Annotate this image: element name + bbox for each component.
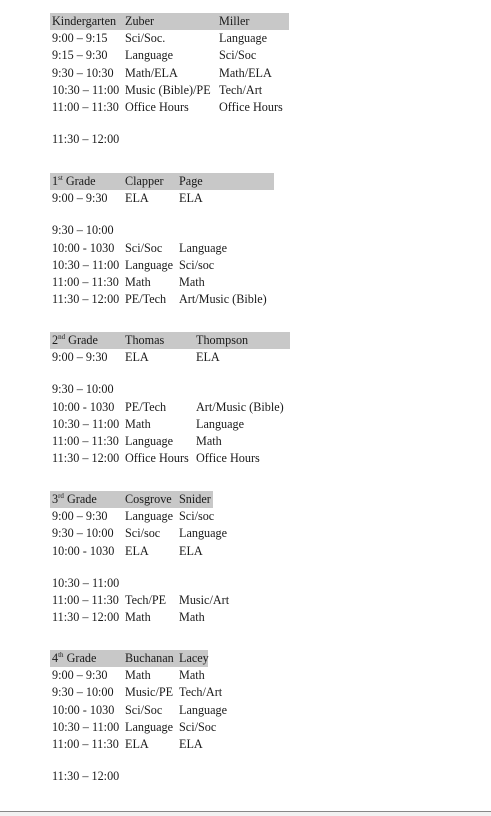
schedule-row bbox=[50, 450, 290, 467]
time-slot: 10:00 - 1030 bbox=[52, 240, 115, 255]
subject-cell: Math bbox=[125, 416, 151, 431]
subject-cell: ELA bbox=[125, 350, 149, 364]
subject-cell: Music (Bible)/PE bbox=[125, 82, 211, 97]
schedule-row bbox=[50, 575, 213, 592]
subject-cell: Sci/soc bbox=[179, 509, 215, 523]
time-slot: 10:30 – 11:00 bbox=[52, 416, 120, 431]
subject-cell: Language bbox=[125, 719, 174, 734]
subject-cell: Sci/soc bbox=[179, 257, 215, 272]
time-slot: 11:30 – 12:00 bbox=[52, 610, 120, 625]
subject-cell: ELA bbox=[125, 737, 149, 752]
subject-cell: Language bbox=[179, 240, 228, 255]
page-bottom-edge bbox=[0, 811, 491, 816]
subject-cell: Sci/Soc bbox=[179, 719, 217, 734]
subject-cell: Sci/soc bbox=[125, 526, 161, 541]
subject-cell: ELA bbox=[179, 543, 203, 558]
subject-cell: ELA bbox=[196, 350, 220, 364]
schedule-row bbox=[50, 99, 289, 116]
subject-cell: Sci/Soc. bbox=[125, 31, 166, 45]
schedule-row bbox=[50, 736, 208, 753]
subject-cell: Art/Music (Bible) bbox=[196, 399, 284, 414]
subject-cell: ELA bbox=[179, 191, 203, 205]
schedule-row bbox=[50, 65, 289, 82]
subject-cell: PE/Tech bbox=[125, 399, 167, 414]
schedule-row bbox=[50, 240, 274, 257]
time-slot: 11:30 – 12:00 bbox=[52, 769, 120, 784]
grade-label: 3rd Grade bbox=[52, 492, 97, 506]
subject-cell: Sci/Soc bbox=[219, 48, 257, 63]
subject-cell: Language bbox=[125, 257, 174, 272]
time-slot: 9:15 – 9:30 bbox=[52, 48, 108, 63]
teacher-name: Thomas bbox=[125, 333, 165, 347]
subject-cell: Math bbox=[179, 668, 205, 682]
subject-cell: Math bbox=[125, 275, 151, 290]
schedule-row bbox=[50, 47, 289, 64]
time-slot: 11:00 – 11:30 bbox=[52, 100, 119, 115]
subject-cell: Math bbox=[196, 434, 222, 449]
subject-cell: PE/Tech bbox=[125, 292, 167, 307]
time-slot: 9:00 – 9:30 bbox=[52, 509, 108, 523]
grade-label: 1st Grade bbox=[52, 174, 96, 188]
subject-cell: Math bbox=[179, 275, 205, 290]
time-slot: 10:30 – 11:00 bbox=[52, 575, 120, 590]
grade-header bbox=[50, 491, 213, 508]
time-slot: 11:30 – 12:00 bbox=[52, 292, 120, 307]
subject-cell: Tech/Art bbox=[179, 685, 223, 700]
time-slot: 9:00 – 9:30 bbox=[52, 668, 108, 682]
schedule-row bbox=[50, 82, 289, 99]
time-slot: 11:30 – 12:00 bbox=[52, 451, 120, 466]
time-slot: 10:30 – 11:00 bbox=[52, 257, 120, 272]
subject-cell: Math/ELA bbox=[219, 65, 272, 80]
schedule-row bbox=[50, 508, 213, 525]
subject-cell: Tech/Art bbox=[219, 82, 263, 97]
time-slot: 11:00 – 11:30 bbox=[52, 275, 119, 290]
grade-header bbox=[50, 13, 289, 30]
schedule-row bbox=[50, 274, 274, 291]
teacher-name: Zuber bbox=[125, 14, 155, 28]
spacer-row bbox=[50, 207, 274, 222]
teacher-name: Cosgrove bbox=[125, 492, 172, 506]
subject-cell: Music/Art bbox=[179, 593, 230, 608]
subject-cell: Language bbox=[125, 48, 174, 63]
subject-cell: ELA bbox=[179, 737, 203, 752]
subject-cell: Language bbox=[196, 416, 245, 431]
subject-cell: Math/ELA bbox=[125, 65, 178, 80]
subject-cell: Office Hours bbox=[219, 100, 283, 115]
time-slot: 10:00 - 1030 bbox=[52, 543, 115, 558]
schedule-grade-3 bbox=[50, 491, 230, 627]
schedule-grade-1 bbox=[50, 173, 274, 309]
schedule-row bbox=[50, 399, 290, 416]
schedule-row bbox=[50, 131, 289, 148]
teacher-name: Clapper bbox=[125, 174, 164, 188]
schedule-row bbox=[50, 592, 230, 609]
time-slot: 10:30 – 11:00 bbox=[52, 82, 120, 97]
subject-cell: Tech/PE bbox=[125, 593, 167, 608]
time-slot: 11:00 – 11:30 bbox=[52, 737, 119, 752]
schedule-row bbox=[50, 768, 208, 785]
subject-cell: Math bbox=[125, 668, 151, 682]
schedule-row bbox=[50, 30, 289, 47]
grade-label: 4th Grade bbox=[52, 651, 97, 665]
teacher-name: Buchanan bbox=[125, 651, 174, 665]
subject-cell: Language bbox=[179, 702, 228, 717]
subject-cell: Language bbox=[179, 526, 228, 541]
teacher-name: Miller bbox=[219, 14, 250, 28]
time-slot: 10:00 - 1030 bbox=[52, 702, 115, 717]
grade-label: 2nd Grade bbox=[52, 333, 98, 347]
subject-cell: Music/PE bbox=[125, 685, 174, 700]
schedule-row bbox=[50, 222, 274, 239]
schedule-row bbox=[50, 525, 228, 542]
grade-header bbox=[50, 173, 274, 190]
schedule-kindergarten bbox=[50, 13, 289, 149]
schedule-row bbox=[50, 257, 274, 274]
time-slot: 9:00 – 9:15 bbox=[52, 31, 108, 45]
grade-label: Kindergarten bbox=[52, 14, 117, 28]
subject-cell: Art/Music (Bible) bbox=[179, 292, 267, 307]
schedule-grade-4 bbox=[50, 650, 228, 786]
subject-cell: Office Hours bbox=[125, 100, 189, 115]
grade-header bbox=[50, 332, 290, 349]
schedule-row bbox=[50, 416, 290, 433]
schedule-row bbox=[50, 702, 228, 719]
grade-header bbox=[50, 650, 208, 667]
teacher-name: Page bbox=[179, 174, 203, 188]
subject-cell: Office Hours bbox=[196, 451, 260, 466]
time-slot: 9:30 – 10:30 bbox=[52, 65, 114, 80]
spacer-row bbox=[50, 116, 289, 131]
schedule-row bbox=[50, 349, 290, 366]
schedule-row bbox=[50, 609, 213, 626]
time-slot: 9:30 – 10:00 bbox=[52, 685, 114, 700]
subject-cell: Math bbox=[125, 610, 151, 625]
subject-cell: Math bbox=[179, 610, 205, 625]
schedule-row bbox=[50, 433, 290, 450]
time-slot: 9:30 – 10:00 bbox=[52, 223, 114, 238]
teacher-name: Snider bbox=[179, 492, 211, 506]
time-slot: 9:00 – 9:30 bbox=[52, 191, 108, 205]
time-slot: 11:30 – 12:00 bbox=[52, 132, 120, 147]
teacher-name: Lacey bbox=[179, 651, 209, 665]
schedule-row bbox=[50, 667, 208, 684]
schedule-row bbox=[50, 684, 223, 701]
schedule-row bbox=[50, 381, 290, 398]
time-slot: 9:00 – 9:30 bbox=[52, 350, 108, 364]
time-slot: 10:30 – 11:00 bbox=[52, 719, 120, 734]
spacer-row bbox=[50, 560, 213, 575]
schedule-row bbox=[50, 719, 217, 736]
subject-cell: Language bbox=[125, 509, 174, 523]
subject-cell: ELA bbox=[125, 191, 149, 205]
schedule-row bbox=[50, 291, 274, 308]
subject-cell: Office Hours bbox=[125, 451, 189, 466]
schedule-grade-2 bbox=[50, 332, 290, 468]
time-slot: 10:00 - 1030 bbox=[52, 399, 115, 414]
subject-cell: Language bbox=[219, 31, 268, 45]
subject-cell: Sci/Soc bbox=[125, 240, 163, 255]
spacer-row bbox=[50, 753, 208, 768]
subject-cell: ELA bbox=[125, 543, 149, 558]
subject-cell: Sci/Soc bbox=[125, 702, 163, 717]
time-slot: 9:30 – 10:00 bbox=[52, 382, 114, 397]
time-slot: 11:00 – 11:30 bbox=[52, 593, 119, 608]
time-slot: 11:00 – 11:30 bbox=[52, 434, 119, 449]
spacer-row bbox=[50, 366, 290, 381]
time-slot: 9:30 – 10:00 bbox=[52, 526, 114, 541]
teacher-name: Thompson bbox=[196, 333, 249, 347]
schedule-row bbox=[50, 543, 213, 560]
subject-cell: Language bbox=[125, 434, 174, 449]
schedule-row bbox=[50, 190, 274, 207]
